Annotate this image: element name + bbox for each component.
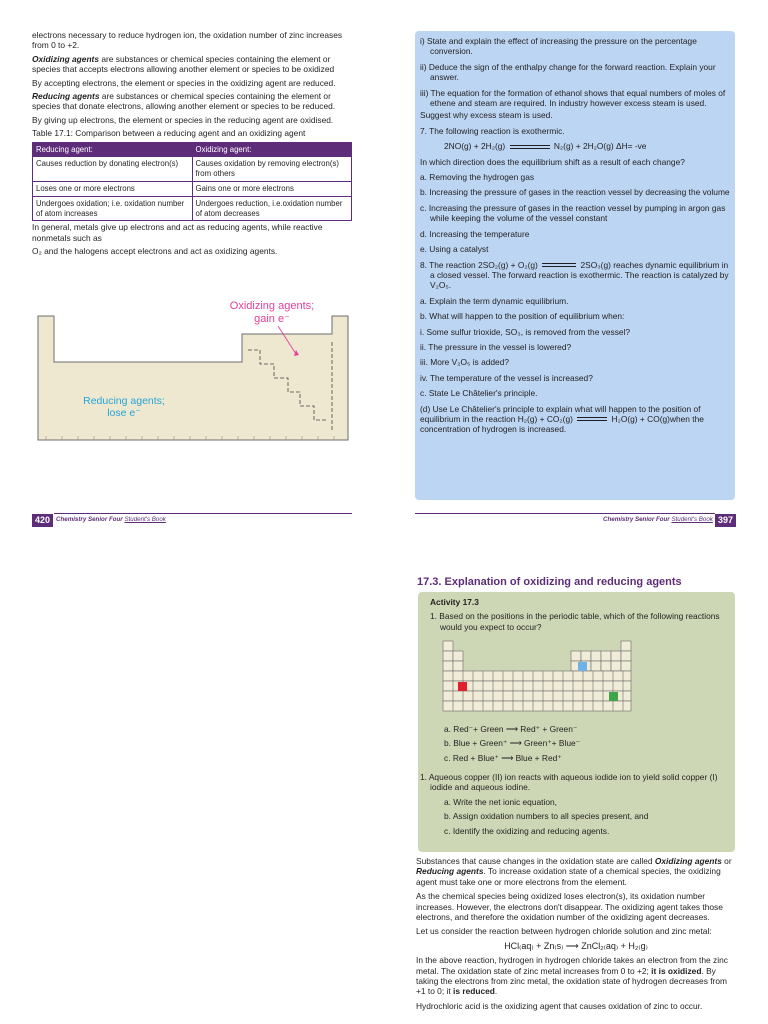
- question-8b: b. What will happen to the position of equilibrium when:: [420, 311, 625, 322]
- periodic-table-diagram: [32, 300, 354, 442]
- p4-text-end: .: [494, 986, 498, 997]
- page-number-right: 397: [715, 514, 736, 527]
- question-7a: a. Removing the hydrogen gas: [420, 172, 535, 183]
- paragraph-4: [416, 955, 736, 997]
- equation-7: [420, 141, 732, 151]
- book-subtitle: Student's Book: [671, 516, 713, 523]
- question-8-end: 2SO₃(g) reaches dynamic equilibrium in a closed vessel. The forward reaction is exothermic. The reaction is catalyzed by V₂O₅.: [430, 259, 729, 291]
- p4-text: In the above reaction, hydrogen in hydrogen chloride takes an electron from the zinc metal. The oxidation state of zinc metal increases from 0 to +2;: [416, 955, 728, 976]
- activity-content: [430, 597, 730, 636]
- question-7c: c. Increasing the pressure of gases in the reaction vessel by pumping in argon gas while keeping the volume of the vessel constant: [420, 202, 726, 224]
- equilibrium-arrow-icon: [542, 263, 576, 267]
- book-title-left: [56, 516, 166, 523]
- book-title-right: [603, 516, 713, 523]
- reducing-term: Reducing agents: [32, 91, 100, 102]
- general-text: In general, metals give up electrons and act as reducing agents, while reactive nonmetals such as: [32, 222, 323, 243]
- table-row: [33, 182, 352, 197]
- question-8b-iv: iv. The temperature of the vessel is increased?: [420, 372, 593, 383]
- activity-question-2b: b. Assign oxidation numbers to all species present, and: [444, 811, 649, 822]
- reducing-definition: [32, 91, 352, 112]
- activity-title: Activity 17.3: [430, 597, 479, 607]
- table-cell: Gains one or more electrons: [192, 182, 352, 197]
- oxidizing-label-line1: Oxidizing agents;: [229, 300, 315, 312]
- table-caption: Table 17.1: Comparison between a reducing agent and an oxidizing agent: [32, 128, 306, 139]
- mini-periodic-table: [442, 640, 632, 712]
- book-subtitle: Student's Book: [124, 516, 166, 523]
- equilibrium-arrow-icon: [510, 145, 550, 149]
- activity-question-2c: c. Identify the oxidizing and reducing agents.: [444, 825, 610, 836]
- question-7b: b. Increasing the pressure of gases in the reaction vessel by decreasing the volume: [420, 187, 730, 198]
- book-title: Chemistry Senior Four: [56, 516, 123, 523]
- p4-text-mid: . By taking the electrons from zinc metal, the oxidation state of hydrogen decreases from +1 to 0; it: [416, 965, 727, 997]
- table-cell: Undergoes oxidation; i.e. oxidation number of atom increases: [33, 196, 193, 221]
- question-8b-ii: ii. The pressure in the vessel is lowered?: [420, 341, 572, 352]
- zinc-equation: HCl₍aq₎ + Zn₍s₎ ⟶ ZnCl₂₍aq₎ + H₂₍g₎: [504, 940, 648, 951]
- reducing-def-text: are substances or chemical species containing the element or species that donate electrons, allowing another element or species to be reduced.: [32, 91, 336, 112]
- table-cell: Causes reduction by donating electron(s): [33, 157, 193, 182]
- reaction-a: a. Red⁻+ Green ⟶ Red⁺ + Green⁻: [444, 724, 578, 734]
- activity-question-2-block: [420, 772, 730, 840]
- table-cell: Undergoes reduction, i.e.oxidation number of atom decreases: [192, 196, 352, 221]
- halogens-text: O₂ and the halogens accept electrons and act as oxidizing agents.: [32, 246, 278, 257]
- paragraph-2: As the chemical species being oxidized loses electron(s), its oxidation number increases. However, the electrons don't disappear. The oxidizing agent takes those electrons, and therefore the oxidation number of the oxidizing agent decreases.: [416, 891, 723, 923]
- red-element-cell: [458, 682, 467, 691]
- paragraph-1: [416, 856, 736, 887]
- question-7d: d. Increasing the temperature: [420, 228, 530, 239]
- table-row: [33, 157, 352, 182]
- question-7e: e. Using a catalyst: [420, 244, 489, 255]
- p1-oxidizing-term: Oxidizing agents: [654, 856, 722, 866]
- oxidizing-label-line2: gain e⁻: [254, 313, 290, 325]
- oxidizing-accept-text: By accepting electrons, the element or species in the oxidizing agent are reduced.: [32, 77, 336, 88]
- reducing-label-line2: lose e⁻: [107, 407, 141, 419]
- left-column: [32, 30, 352, 260]
- equation-7-right: N₂(g) + 2H₂O(g) ΔH= -ve: [553, 141, 647, 152]
- question-iii-b: Suggest why excess steam is used.: [420, 110, 553, 121]
- p4-reduced: is reduced: [453, 986, 495, 997]
- paragraph-3: Let us consider the reaction between hydrogen chloride solution and zinc metal:: [416, 926, 712, 937]
- page-number-left: 420: [32, 514, 53, 527]
- reducing-label-line1: Reducing agents;: [83, 395, 165, 407]
- question-iii: iii) The equation for the formation of ethanol shows that equal numbers of moles of ethene and steam are required. In industry however excess steam is used.: [420, 87, 726, 109]
- intro-text: electrons necessary to reduce hydrogen ion, the oxidation number of zinc increases from 0 to +2.: [32, 30, 343, 51]
- activity-question-1: 1. Based on the positions in the periodic table, which of the following reactions would you expect to occur?: [430, 611, 720, 632]
- equation-7-left: 2NO(g) + 2H₂(g): [444, 141, 506, 152]
- question-8d: [420, 404, 732, 434]
- activity-question-2a: a. Write the net ionic equation,: [444, 796, 557, 807]
- section-title: 17.3. Explanation of oxidizing and reducing agents: [417, 576, 682, 588]
- p1-text-end: . To increase oxidation state of a chemical species, the oxidizing agent must take one or more electrons from the element.: [416, 866, 721, 887]
- table-row: [33, 196, 352, 221]
- table-header: Reducing agent:: [33, 142, 193, 157]
- table-header-row: [33, 142, 352, 157]
- p1-text: Substances that cause changes in the oxidation state are called: [416, 856, 655, 866]
- question-8b-iii: iii. More V₂O₅ is added?: [420, 357, 510, 368]
- oxidizing-def-text: are substances or chemical species containing the element or species that accepts electrons allowing another element or species to be oxidized: [32, 53, 335, 75]
- reaction-list: [444, 724, 724, 767]
- reaction-b: b. Blue + Green⁺ ⟶ Green⁺+ Blue⁻: [444, 738, 581, 749]
- table-header: Oxidizing agent:: [192, 142, 352, 157]
- table-cell: Causes oxidation by removing electron(s) from others: [192, 157, 352, 182]
- footer-line-right: [415, 513, 715, 514]
- question-i: i) State and explain the effect of increasing the pressure on the percentage conversion.: [420, 36, 697, 57]
- question-8d-end: H₂O(g) + CO(g)when the concentration of hydrogen is increased.: [420, 413, 704, 434]
- question-8b-i: i. Some sulfur trioxide, SO₃, is removed from the vessel?: [420, 326, 631, 337]
- question-8-start: 8. The reaction 2SO₂(g) + O₂(g): [420, 259, 538, 270]
- explanation-text: [416, 856, 736, 1015]
- book-title: Chemistry Senior Four: [603, 516, 670, 523]
- question-ii: ii) Deduce the sign of the enthalpy change for the forward reaction. Explain your answer.: [420, 61, 716, 83]
- question-8c: c. State Le Châtelier's principle.: [420, 388, 538, 399]
- question-8: [420, 260, 732, 291]
- oxidizing-term: Oxidizing agents: [32, 53, 100, 64]
- oxidizing-definition: [32, 54, 352, 75]
- reaction-c: c. Red + Blue⁺ ⟶ Blue + Red⁺: [444, 752, 562, 763]
- question-7-which: In which direction does the equilibrium shift as a result of each change?: [420, 156, 685, 167]
- paragraph-5: Hydrochloric acid is the oxidizing agent that causes oxidation of zinc to occur.: [416, 1000, 703, 1011]
- right-column: [420, 36, 732, 439]
- p1-reducing-term: Reducing agents: [416, 866, 484, 877]
- question-8d-start: (d) Use Le Châtelier's principle to explain what will happen to the position of equilibrium in the reaction H₂(g) + CO₂(g): [420, 403, 701, 424]
- footer-line-left: [54, 513, 352, 514]
- question-8a: a. Explain the term dynamic equilibrium.: [420, 295, 569, 306]
- comparison-table: [32, 142, 352, 222]
- blue-element-cell: [578, 662, 587, 671]
- equilibrium-arrow-icon: [577, 417, 607, 421]
- green-element-cell: [609, 692, 618, 701]
- activity-question-2: 1. Aqueous copper (II) ion reacts with aqueous iodide ion to yield solid copper (I) iodide and aqueous iodine.: [420, 772, 718, 793]
- table-cell: Loses one or more electrons: [33, 182, 193, 197]
- reducing-give-text: By giving up electrons, the element or species in the reducing agent are oxidised.: [32, 114, 334, 125]
- p4-oxidized: it is oxidized: [651, 965, 702, 976]
- question-7: 7. The following reaction is exothermic.: [420, 125, 565, 136]
- p1-or: or: [721, 856, 732, 866]
